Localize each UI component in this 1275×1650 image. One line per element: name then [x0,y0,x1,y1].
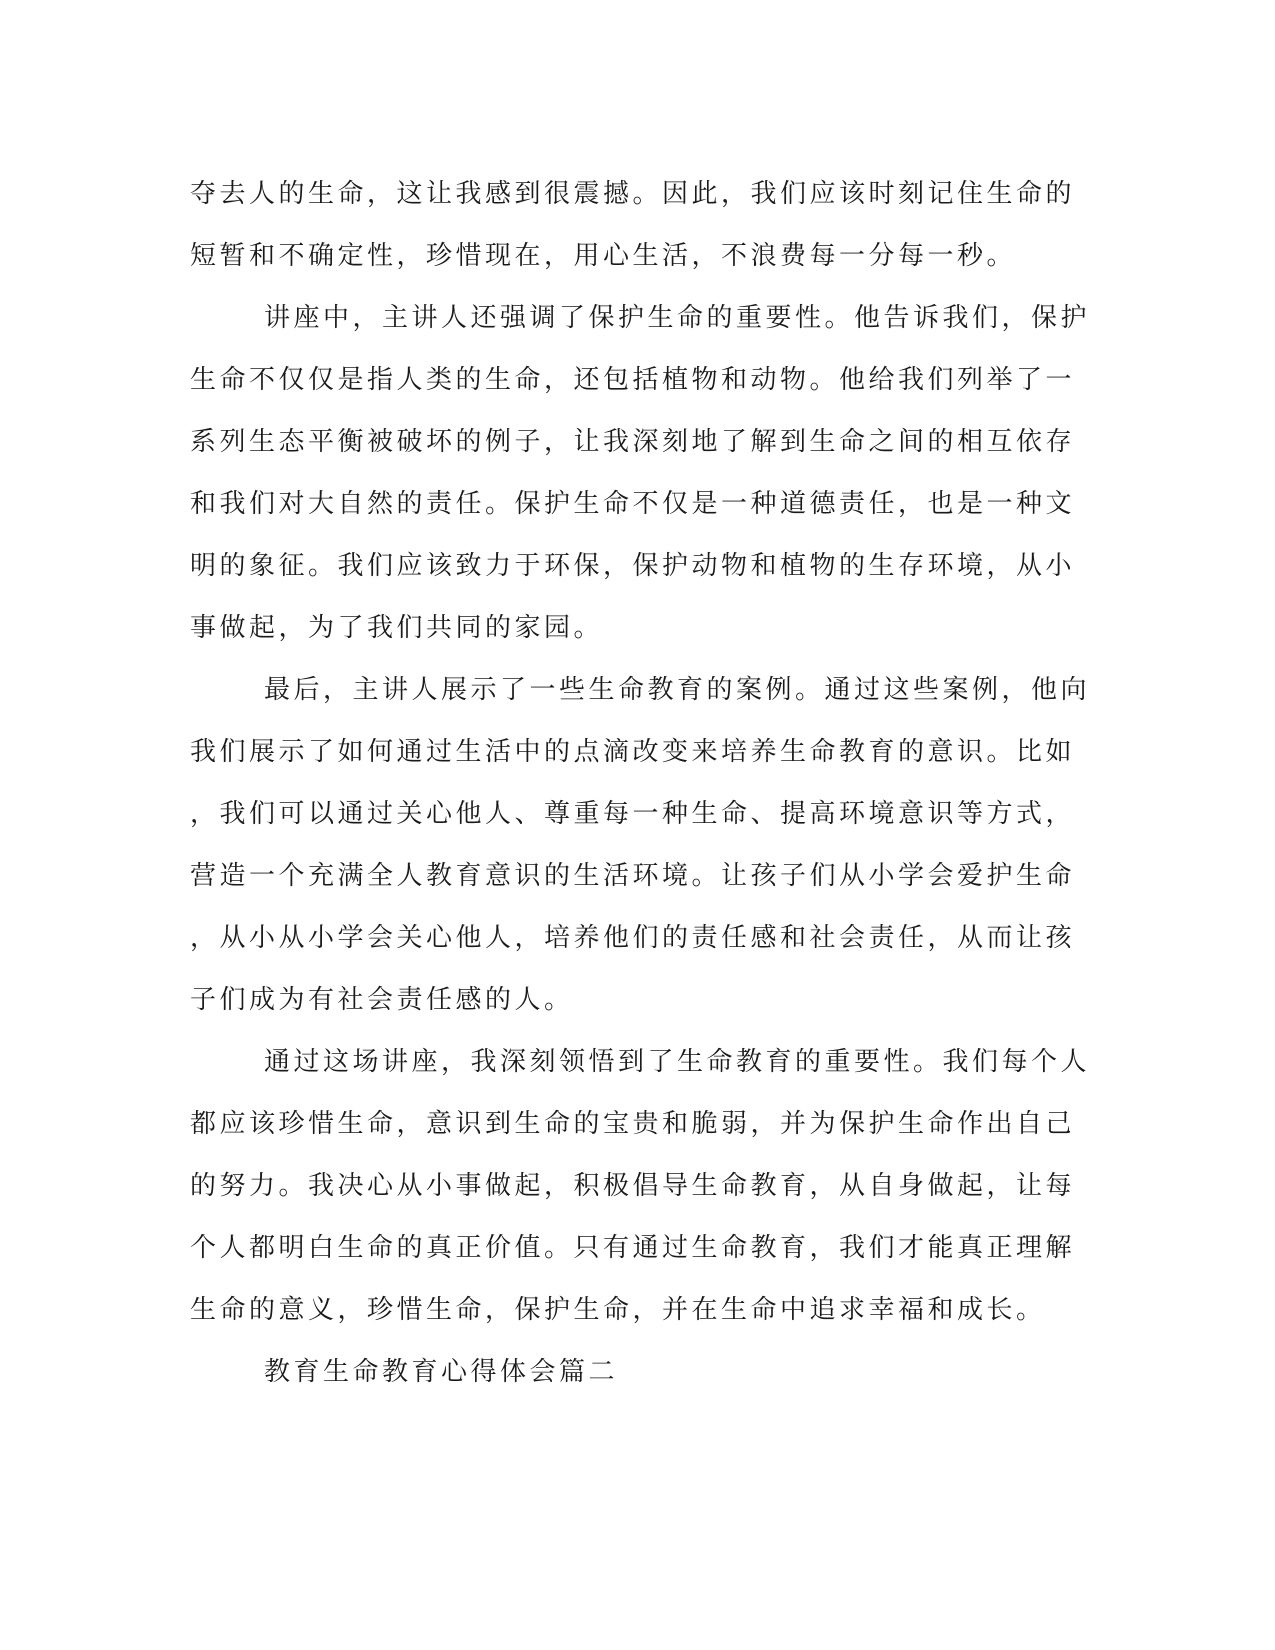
text-line: 事做起，为了我们共同的家园。 [190,613,604,643]
text-line: 和我们对大自然的责任。保护生命不仅是一种道德责任，也是一种文 [190,489,1076,519]
text-line: 营造一个充满全人教育意识的生活环境。让孩子们从小学会爱护生命 [190,861,1076,891]
text-line: ，从小从小学会关心他人，培养他们的责任感和社会责任，从而让孩 [190,923,1076,953]
section-heading: 教育生命教育心得体会篇二 [264,1357,619,1387]
document-body [190,163,1091,1403]
paragraph-start-line: 最后，主讲人展示了一些生命教育的案例。通过这些案例，他向 [264,675,1091,705]
paragraph-start-line: 讲座中，主讲人还强调了保护生命的重要性。他告诉我们，保护 [264,303,1091,333]
text-line: 生命不仅仅是指人类的生命，还包括植物和动物。他给我们列举了一 [190,365,1076,395]
text-line: 夺去人的生命，这让我感到很震撼。因此，我们应该时刻记住生命的 [190,179,1076,209]
text-line: 都应该珍惜生命，意识到生命的宝贵和脆弱，并为保护生命作出自己 [190,1109,1076,1139]
text-line: 明的象征。我们应该致力于环保，保护动物和植物的生存环境，从小 [190,551,1076,581]
text-line: 我们展示了如何通过生活中的点滴改变来培养生命教育的意识。比如 [190,737,1076,767]
paragraph-start-line: 通过这场讲座，我深刻领悟到了生命教育的重要性。我们每个人 [264,1047,1091,1077]
text-line: 个人都明白生命的真正价值。只有通过生命教育，我们才能真正理解 [190,1233,1076,1263]
text-line: 短暂和不确定性，珍惜现在，用心生活，不浪费每一分每一秒。 [190,241,1017,271]
text-line: 的努力。我决心从小事做起，积极倡导生命教育，从自身做起，让每 [190,1171,1076,1201]
text-line: 生命的意义，珍惜生命，保护生命，并在生命中追求幸福和成长。 [190,1295,1046,1325]
text-line: 子们成为有社会责任感的人。 [190,985,574,1015]
text-line: ，我们可以通过关心他人、尊重每一种生命、提高环境意识等方式， [190,799,1076,829]
text-line: 系列生态平衡被破坏的例子，让我深刻地了解到生命之间的相互依存 [190,427,1076,457]
